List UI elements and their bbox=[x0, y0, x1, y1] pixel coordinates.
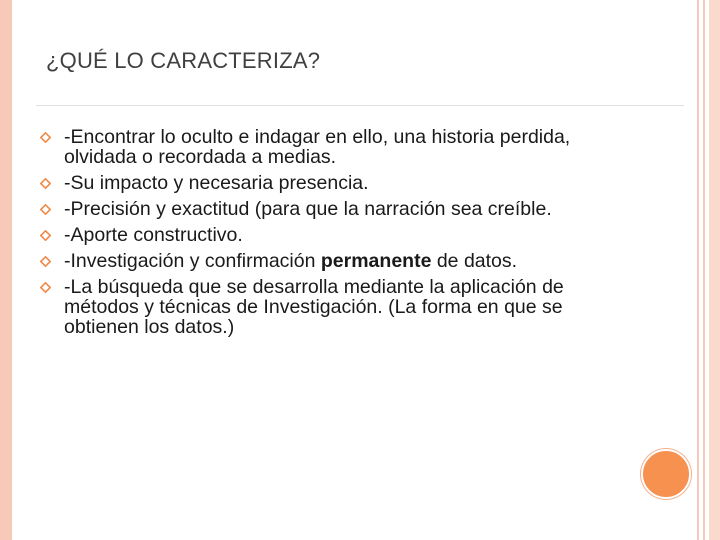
orange-circle-decoration bbox=[641, 449, 691, 499]
slide-title: ¿QUÉ LO CARACTERIZA? bbox=[46, 48, 321, 73]
bullet-text: -Encontrar lo oculto e indagar en ello, una historia perdida, olvidada o recordada a medias. bbox=[64, 126, 571, 168]
bullet-text: -Precisión y exactitud (para que la narración sea creíble. bbox=[64, 198, 552, 220]
bullet-text-post: de datos. bbox=[431, 250, 518, 272]
diamond-bullet-icon bbox=[40, 132, 51, 143]
right-rail bbox=[709, 0, 720, 540]
diamond-bullet-icon bbox=[40, 178, 51, 189]
bullet-item bbox=[40, 225, 640, 245]
diamond-bullet-icon bbox=[40, 256, 51, 267]
bullet-text: -Su impacto y necesaria presencia. bbox=[64, 172, 369, 194]
left-border bbox=[0, 0, 12, 540]
diamond-bullet-icon bbox=[40, 230, 51, 241]
bullet-item bbox=[40, 251, 640, 271]
bullet-item bbox=[40, 173, 640, 193]
diamond-bullet-icon bbox=[40, 204, 51, 215]
right-rail-line bbox=[703, 0, 705, 540]
bullet-item bbox=[40, 127, 640, 167]
bullet-list bbox=[40, 127, 640, 343]
bullet-text-bold: permanente bbox=[320, 250, 432, 272]
title-divider bbox=[36, 105, 684, 106]
bullet-text-pre: -Investigación y confirmación bbox=[64, 250, 321, 272]
bullet-text: -Aporte constructivo. bbox=[64, 224, 243, 246]
bullet-item bbox=[40, 199, 640, 219]
bullet-item bbox=[40, 277, 640, 337]
right-rail-line bbox=[697, 0, 699, 540]
bullet-text: -La búsqueda que se desarrolla mediante la aplicación de métodos y técnicas de Investigación. (La forma en que se obtienen los datos.) bbox=[64, 276, 564, 338]
diamond-bullet-icon bbox=[40, 282, 51, 293]
